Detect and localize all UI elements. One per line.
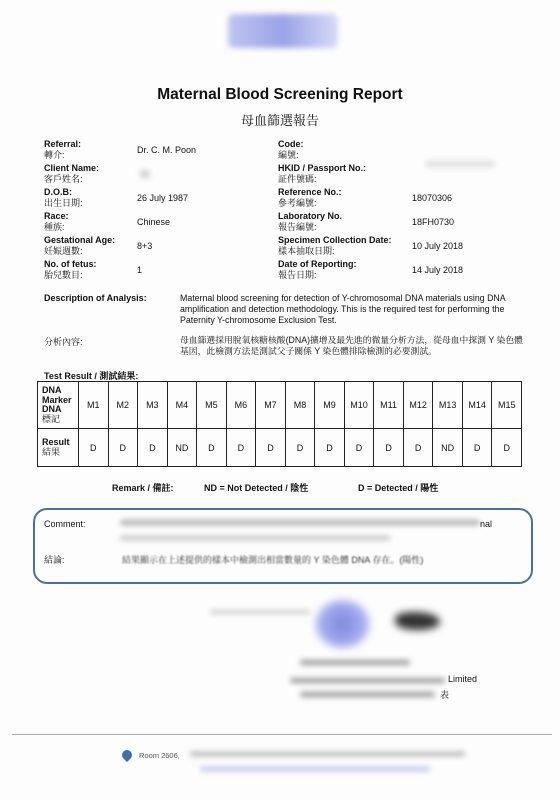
result-cell: D: [315, 429, 345, 467]
fetus-count-label: No. of fetus:: [44, 259, 97, 269]
footer-address-redacted: [190, 752, 465, 756]
footer-address: Room 2606,: [139, 751, 180, 760]
marker-cell: M11: [374, 382, 404, 429]
laboratory-no-label-zh: 報告編號:: [278, 222, 317, 232]
fetus-count-label-zh: 胎兒數目:: [44, 270, 83, 280]
analysis-text-zh: 母血篩選採用脫氧核糖核酸(DNA)擴增及最先進的微量分析方法，從母血中探測 Y 染色體基因，此檢測方法是測試父子關係 Y 染色體排除檢測的必要測試。: [180, 335, 523, 356]
reporting-date-value: 14 July 2018: [412, 265, 464, 275]
analysis-text: Maternal blood screening for detection of Y-chromosomal DNA materials using DNA amplification and detection methodology. This is the required test for performing the Paternity Y-chromosome Exclusion Test.: [180, 293, 506, 325]
marker-cell: M14: [462, 382, 492, 429]
conclusion-label: 結論:: [44, 555, 65, 565]
location-pin-icon: [120, 748, 134, 762]
collection-date-label-zh: 樣本抽取日期:: [278, 246, 335, 256]
report-subtitle: 母血篩選報告: [240, 113, 319, 128]
reference-no-value: 18070306: [412, 193, 453, 203]
result-cell: D: [79, 429, 109, 467]
test-result-caption: Test Result / 測試結果:: [44, 371, 139, 381]
result-cell: D: [108, 429, 138, 467]
result-row: [38, 429, 522, 467]
comment-label: Comment:: [44, 519, 86, 529]
result-cell: D: [403, 429, 433, 467]
marker-cell: M1: [79, 382, 109, 429]
comment-text-redacted-2: [120, 536, 390, 540]
result-row-header: Result 結果: [38, 429, 79, 467]
result-cell: D: [256, 429, 286, 467]
result-cell: D: [462, 429, 492, 467]
code-label: Code:: [278, 139, 304, 149]
hkid-label-zh: 証件號碼:: [278, 174, 317, 184]
client-name-redacted: [140, 170, 150, 178]
gestational-age-label-zh: 妊娠週數:: [44, 246, 83, 256]
reference-no-label: Reference No.:: [278, 187, 342, 197]
signature-line: [210, 610, 310, 614]
footer-contact-redacted: [200, 767, 430, 771]
signer-title-redacted: [300, 692, 435, 697]
marker-cell: M6: [226, 382, 256, 429]
marker-cell: M12: [403, 382, 433, 429]
analysis-label-zh: 分析內容:: [44, 337, 83, 347]
result-cell: D: [197, 429, 227, 467]
collection-date-label: Specimen Collection Date:: [278, 235, 392, 245]
signature: [395, 612, 440, 630]
hkid-label: HKID / Passport No.:: [278, 163, 367, 173]
company-name-redacted: [290, 678, 445, 683]
result-cell: D: [344, 429, 374, 467]
race-label: Race:: [44, 211, 69, 221]
collection-date-value: 10 July 2018: [412, 241, 464, 251]
company-logo: [228, 14, 338, 48]
marker-cell: M13: [433, 382, 463, 429]
laboratory-no-label: Laboratory No.: [278, 211, 343, 221]
result-cell: D: [492, 429, 522, 467]
signer-title-tail: 表: [440, 690, 450, 700]
dob-value: 26 July 1987: [137, 193, 189, 203]
comment-text-redacted: [120, 520, 480, 525]
client-name-label-zh: 客戶姓名:: [44, 174, 83, 184]
laboratory-no-value: 18FH0730: [412, 217, 455, 227]
result-cell: ND: [433, 429, 463, 467]
race-value: Chinese: [137, 217, 171, 227]
result-cell: D: [374, 429, 404, 467]
marker-cell: M9: [315, 382, 345, 429]
code-label-zh: 編號:: [278, 150, 299, 160]
result-cell: D: [138, 429, 168, 467]
reference-no-label-zh: 參考編號:: [278, 198, 317, 208]
test-result-table: [37, 381, 522, 467]
company-stamp: [315, 600, 370, 648]
reporting-date-label-zh: 報告日期:: [278, 270, 317, 280]
remark-nd: ND = Not Detected / 陰性: [204, 483, 309, 493]
marker-cell: M7: [256, 382, 286, 429]
remark-label: Remark / 備註:: [112, 483, 174, 493]
hkid-redacted: [425, 161, 495, 167]
reporting-date-label: Date of Reporting:: [278, 259, 357, 269]
race-label-zh: 種族:: [44, 222, 65, 232]
referral-label-zh: 轉介:: [44, 150, 65, 160]
marker-cell: M8: [285, 382, 315, 429]
dob-label: D.O.B:: [44, 187, 72, 197]
result-cell: ND: [167, 429, 197, 467]
marker-cell: M5: [197, 382, 227, 429]
marker-row: [38, 382, 522, 429]
gestational-age-value: 8+3: [137, 241, 153, 251]
gestational-age-label: Gestational Age:: [44, 235, 116, 245]
marker-row-header: DNA Marker DNA 標記: [38, 382, 79, 429]
marker-cell: M4: [167, 382, 197, 429]
marker-cell: M10: [344, 382, 374, 429]
result-cell: D: [226, 429, 256, 467]
company-name-tail: Limited: [448, 674, 478, 684]
report-title: Maternal Blood Screening Report: [157, 86, 403, 103]
client-name-label: Client Name:: [44, 163, 100, 173]
referral-value: Dr. C. M. Poon: [137, 145, 197, 155]
analysis-label: Description of Analysis:: [44, 293, 147, 303]
remark-d: D = Detected / 陽性: [358, 483, 439, 493]
marker-cell: M2: [108, 382, 138, 429]
footer-divider: [12, 734, 552, 735]
dob-label-zh: 出生日期:: [44, 198, 83, 208]
marker-cell: M15: [492, 382, 522, 429]
fetus-count-value: 1: [137, 265, 143, 275]
conclusion-text: 結果顯示在上述提供的樣本中檢測出相當數量的 Y 染色體 DNA 存在。(陽性): [122, 555, 424, 565]
comment-text-tail: nal: [480, 519, 493, 529]
signer-name-redacted: [300, 660, 410, 665]
marker-cell: M3: [138, 382, 168, 429]
result-cell: D: [285, 429, 315, 467]
referral-label: Referral:: [44, 139, 82, 149]
